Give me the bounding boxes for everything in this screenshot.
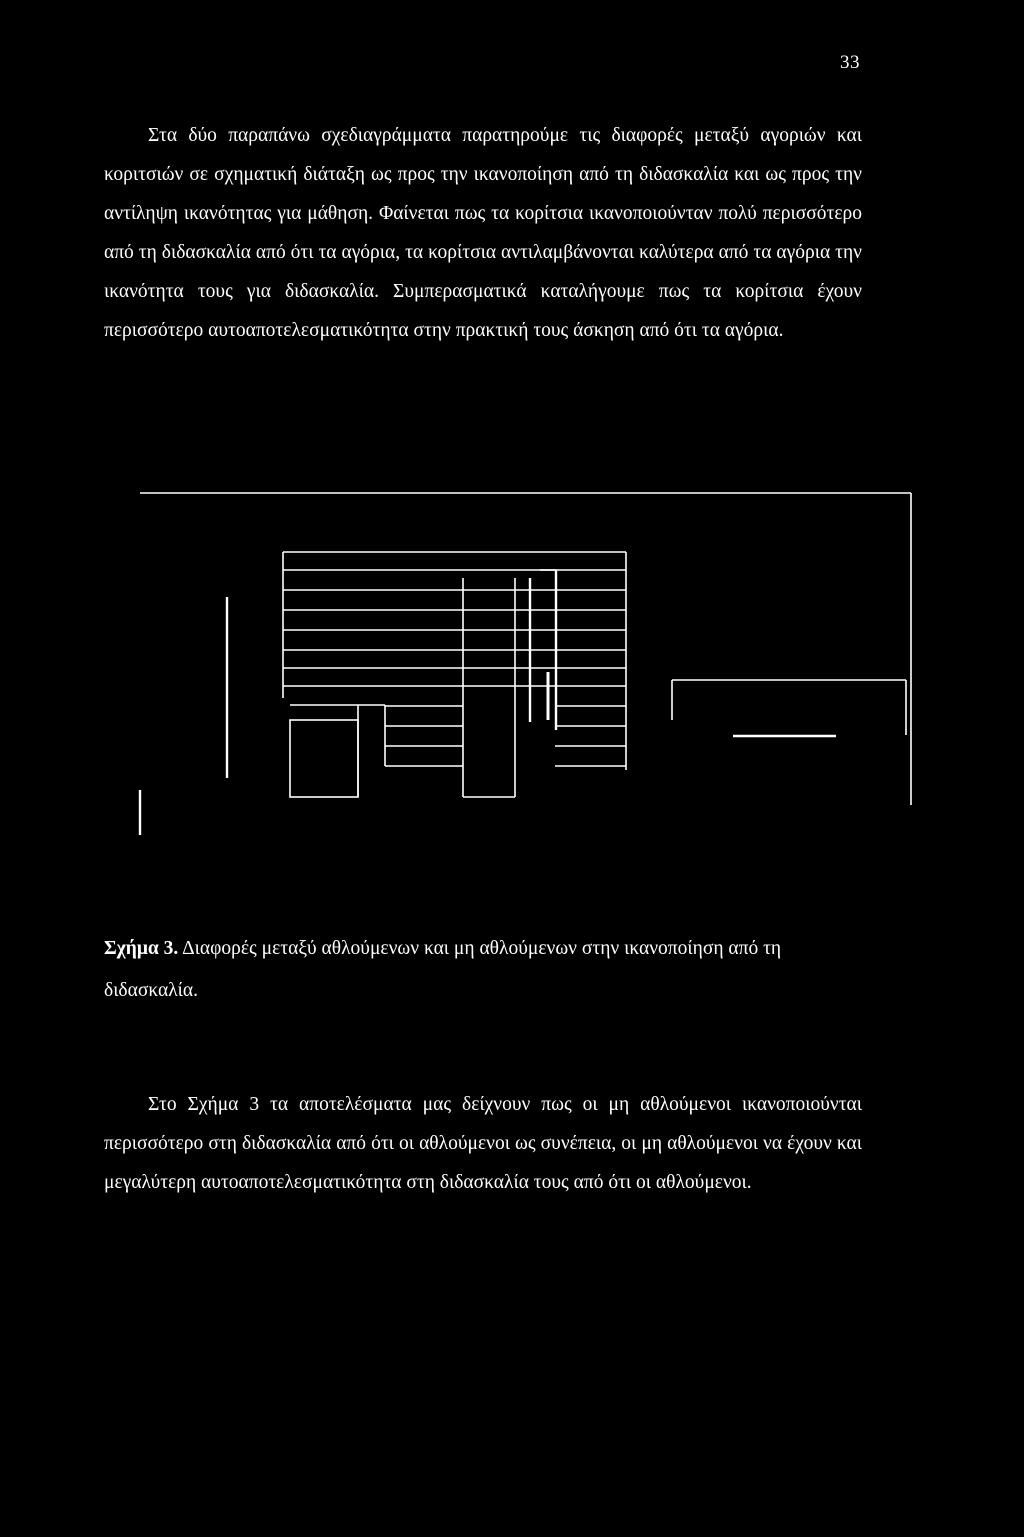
page-number: 33 — [840, 52, 860, 73]
figure-caption-text: Διαφορές μεταξύ αθλούμενων και μη αθλούμενων στην ικανοποίηση από τη διδασκαλία. — [104, 938, 782, 1001]
paragraph-1-text: Στα δύο παραπάνω σχεδιαγράμματα παρατηρούμε τις διαφορές μεταξύ αγοριών και κοριτσιών σε σχηματική διάταξη ως προς την ικανοποίηση από τη διδασκαλία και ως προς την αντίληψη ικανότητας για μάθηση. Φαίνεται πως τα κορίτσια ικανοποιούνταν πολύ περισσότερο από τη διδασκαλία από ότι τα αγόρια, τα κορίτσια αντιλαμβάνονται καλύτερα από τα αγόρια την ικανότητα τους για διδασκαλία. Συμπερασματικά καταλήγουμε πως τα κορίτσια έχουν περισσότερο αυτοαποτελεσματικότητα στην πρακτική τους άσκηση από ότι τα αγόρια. — [104, 125, 862, 341]
figure-caption — [104, 928, 862, 1012]
figure-label: Σχήμα 3. — [104, 938, 179, 959]
bar-small-left — [290, 720, 358, 797]
body-paragraph-1 — [104, 116, 862, 350]
group-a-hatch — [283, 570, 626, 766]
paragraph-2-text: Στο Σχήμα 3 τα αποτελέσματα μας δείχνουν πως οι μη αθλούμενοι ικανοποιούνται περισσότερο στη διδασκαλία από ότι οι αθλούμενοι ως συνέπεια, οι μη αθλούμενοι να έχουν και μεγαλύτερη αυτοαποτελεσματικότητα στη διδασκαλία τους από ότι οι αθλούμενοι. — [104, 1094, 862, 1193]
body-paragraph-2 — [104, 1085, 862, 1202]
